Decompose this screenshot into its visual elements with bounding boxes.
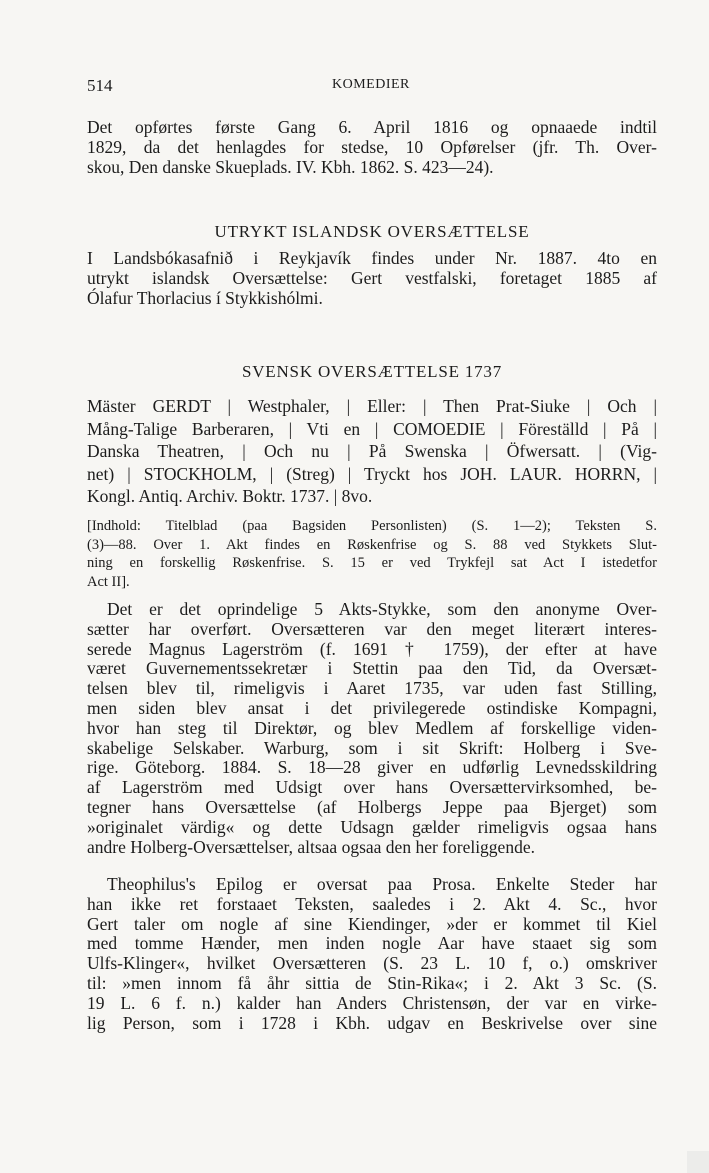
section-heading-swedish: SVENSK OVERSÆTTELSE 1737 (241, 362, 503, 381)
paragraph-translator (87, 600, 657, 857)
text-line: serede Magnus Lagerström (f. 1691 † 1759), der efter at have (87, 638, 657, 659)
text-line: Ólafur Thorlacius í Stykkishólmi. (87, 287, 323, 308)
text-line: andre Holberg-Oversættelser, altsaa ogsaa den her foreliggende. (87, 836, 535, 857)
text-line: Ulfs-Klinger«, hvilket Oversætteren (S. 23 L. 10 f, o.) omskriver (87, 953, 657, 974)
swedish-title-description (87, 395, 657, 508)
text-line: telsen blev til, rimeligvis i Aaret 1735, var uden fast Stilling, (87, 678, 657, 699)
text-line: han ikke ret forstaaet Teksten, saaledes i 2. Akt 4. Sc., hvor (87, 893, 657, 914)
text-line: af Lagerström med Udsigt over hans Oversættervirksomhed, be- (87, 777, 657, 798)
text-line: Kongl. Antiq. Archiv. Boktr. 1737. | 8vo. (87, 486, 373, 506)
content-note (87, 517, 657, 591)
page-corner-smudge (687, 1151, 709, 1173)
text-line: 1829, da det henlagdes for stedse, 10 Opførelser (jfr. Th. Over- (87, 136, 657, 157)
text-line: med tomme Hænder, men inden nogle Aar have staaet sig som (87, 933, 657, 954)
text-line: (3)—88. Over 1. Akt findes en Røskenfrise og S. 88 ved Stykkets Slut- (87, 536, 657, 553)
text-line: Mång-Talige Barberaren, | Vti en | COMOEDIE | Föreställd | På | (87, 418, 657, 439)
section-heading-icelandic: UTRYKT ISLANDSK OVERSÆTTELSE (214, 222, 530, 241)
text-line: Theophilus's Epilog er oversat paa Prosa. Enkelte Steder har (107, 874, 657, 894)
text-line: Gert taler om nogle af sine Kiendinger, »der er kommet til Kiel (87, 913, 657, 934)
paragraph-epilog (87, 875, 657, 1033)
text-line: rige. Göteborg. 1884. S. 18—28 giver en udførlig Levnedsskildring (87, 757, 657, 778)
text-line: Det opførtes første Gang 6. April 1816 og opnaaede indtil (87, 117, 657, 137)
text-line: Mäster GERDT | Westphaler, | Eller: | Then Prat-Siuke | Och | (87, 396, 657, 416)
page-header (87, 72, 657, 98)
book-page (87, 72, 657, 1033)
text-line: utrykt islandsk Oversættelse: Gert vestfalski, foretaget 1885 af (87, 267, 657, 288)
text-line: men siden blev ansat i det privilegerede ostindiske Kompagni, (87, 697, 657, 718)
text-line: til: »men innom få åhr sittia de Stin-Rika«; i 2. Akt 3 Sc. (S. (87, 972, 657, 993)
text-line: hvor han steg til Direktør, og blev Medlem af forskellige viden- (87, 717, 657, 738)
text-line: skabelige Selskaber. Warburg, som i sit Skrift: Holberg i Sve- (87, 737, 657, 758)
paragraph-performance-history (87, 118, 657, 177)
text-line: været Guvernementssekretær i Stettin paa den Tid, da Oversæt- (87, 658, 657, 679)
text-line: Act II]. (87, 573, 130, 590)
text-line: »originalet värdig« og dette Udsagn gælder rimeligvis ogsaa hans (87, 816, 657, 837)
text-line: 19 L. 6 f. n.) kalder han Anders Christensøn, der var en virke- (87, 992, 657, 1013)
text-line: Danska Theatren, | Och nu | På Swenska | Öfwersatt. | (Vig- (87, 441, 657, 461)
text-line: tegner hans Oversættelse (af Holbergs Jeppe paa Bjerget) som (87, 796, 657, 817)
page-number: 514 (87, 76, 113, 95)
text-line: [Indhold: Titelblad (paa Bagsiden Personlisten) (S. 1—2); Teksten S. (87, 518, 657, 534)
running-head: KOMEDIER (332, 77, 410, 92)
text-line: sætter har overført. Oversætteren var den meget literært interes- (87, 618, 657, 639)
text-line: ning en forskellig Røskenfrise. S. 15 er ved Trykfejl sat Act I istedetfor (87, 555, 657, 571)
text-line: I Landsbókasafnið i Reykjavík findes under Nr. 1887. 4to en (87, 248, 657, 268)
paragraph-icelandic-translation (87, 249, 657, 308)
text-line: net) | STOCKHOLM, | (Streg) | Tryckt hos JOH. LAUR. HORRN, | (87, 463, 657, 484)
text-line: skou, Den danske Skueplads. IV. Kbh. 1862. S. 423—24). (87, 156, 494, 177)
text-line: lig Person, som i 1728 i Kbh. udgav en Beskrivelse over sine (87, 1012, 657, 1033)
text-line: Det er det oprindelige 5 Akts-Stykke, som den anonyme Over- (107, 599, 657, 619)
